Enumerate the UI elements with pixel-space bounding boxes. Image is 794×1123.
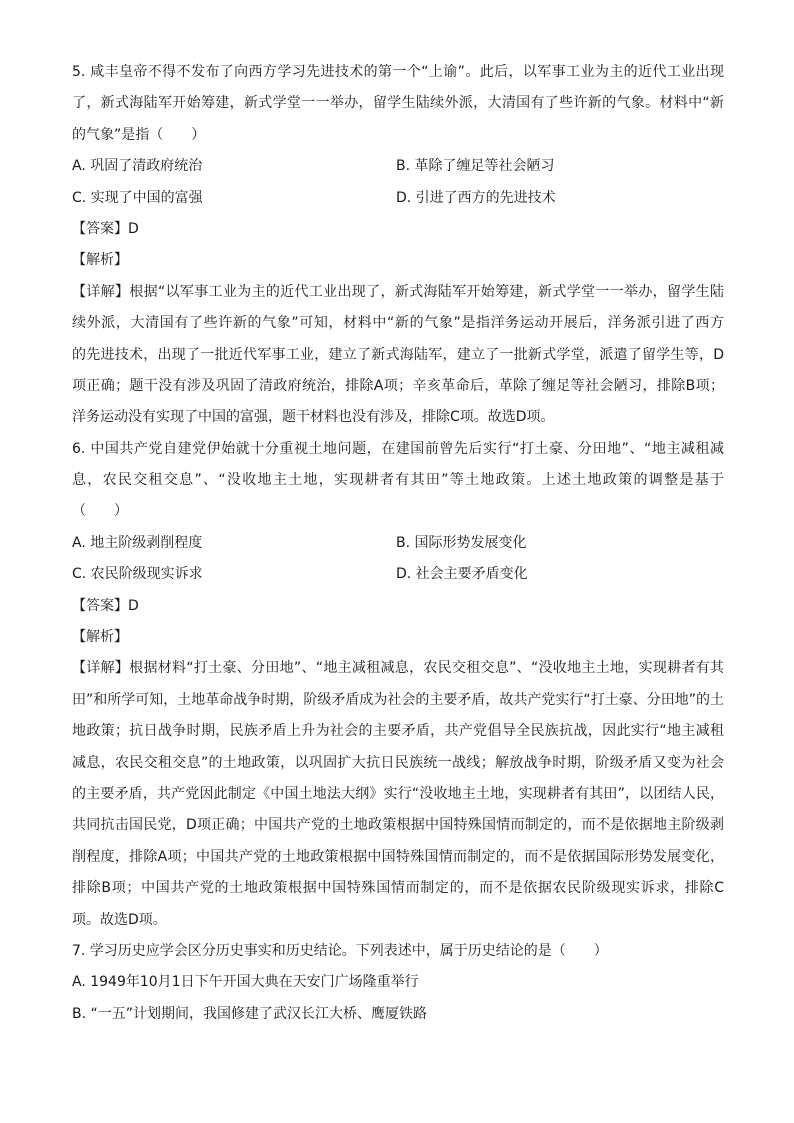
page-content	[72, 62, 724, 1035]
q5-detail-line-3: 的先进技术，出现了一批近代军事工业，建立了新式海陆军，建立了一批新式学堂，派遣了留学生等，D	[72, 346, 724, 363]
q5-option-d: D. 引进了西方的先进技术	[396, 189, 556, 206]
q6-option-c: C. 农民阶级现实诉求	[72, 566, 203, 583]
q5-options-row-1	[72, 156, 724, 176]
q6-option-b: B. 国际形势发展变化	[396, 534, 527, 551]
q6-detail-line-4: 减息，农民交租交息”的土地政策，以巩固扩大抗日民族统一战线；解放战争时期，阶级矛盾又变为社会	[72, 754, 724, 771]
q5-options-row-2	[72, 188, 724, 208]
q5-answer-value: D	[128, 220, 139, 237]
q6-options-row-2	[72, 564, 724, 584]
q6-option-a: A. 地主阶级剥削程度	[72, 534, 203, 551]
q6-detail-line-7: 削程度，排除A项；中国共产党的土地政策根据中国特殊国情而制定的，而不是依据国际形势发展变化，	[72, 848, 724, 865]
q5-answer-line	[72, 219, 724, 239]
q6-analysis-tag: 【解析】	[72, 629, 128, 646]
q6-answer-tag: 【答案】	[72, 597, 128, 614]
q5-stem-line-2: 了，新式海陆军开始筹建，新式学堂一一举办，留学生陆续外派，大清国有了些许新的气象。材料中“新	[72, 95, 724, 112]
q5-detail-line-5: 洋务运动没有实现了中国的富强，题干材料也没有涉及，排除C项。故选D项。	[72, 409, 555, 426]
q5-detail-line-2: 续外派，大清国有了些许新的气象”可知，材料中“新的气象”是指洋务运动开展后，洋务派引进了西方	[72, 315, 724, 332]
q6-detail-line-3: 地政策；抗日战争时期，民族矛盾上升为社会的主要矛盾，共产党倡导全民族抗战，因此实行“地主减租	[72, 723, 724, 740]
q6-detail-line-1	[72, 658, 724, 678]
q6-stem-line-2: 息，农民交租交息”、“没收地主土地，实现耕者有其田”等土地政策。上述土地政策的调整是基于	[72, 472, 724, 489]
q5-answer-tag: 【答案】	[72, 220, 128, 237]
q6-detail-line-5: 的主要矛盾，共产党因此制定《中国土地法大纲》实行“没收地主土地，实现耕者有其田”，以团结人民，	[72, 785, 724, 802]
q6-stem-line-1: 6. 中国共产党自建党伊始就十分重视土地问题，在建国前曾先后实行“打土豪、分田地”、“地主减租减	[72, 440, 724, 457]
q5-detail-tag: 【详解】	[72, 283, 130, 300]
q6-stem-line-3: （ ）	[72, 503, 128, 520]
q6-detail-text-1: 根据材料“打土豪、分田地”、“地主减租减息，农民交租交息”、“没收地主土地，实现耕者有其	[129, 660, 724, 677]
q7-stem-line-1: 7. 学习历史应学会区分历史事实和历史结论。下列表述中，属于历史结论的是（ ）	[72, 942, 608, 959]
q7-option-b: B. “一五”计划期间，我国修建了武汉长江大桥、鹰厦铁路	[72, 1005, 428, 1022]
q5-detail-text-1: 根据“以军事工业为主的近代工业出现了，新式海陆军开始筹建，新式学堂一一举办，留学生陆	[129, 283, 724, 300]
q7-option-a: A. 1949年10月1日下午开国大典在天安门广场隆重举行	[72, 974, 419, 991]
q6-answer-line	[72, 596, 724, 616]
q6-detail-line-9: 项。故选D项。	[72, 911, 167, 928]
q5-detail-line-4: 项正确；题干没有涉及巩固了清政府统治，排除A项；辛亥革命后，革除了缠足等社会陋习，排除B项；	[72, 377, 724, 394]
q6-detail-tag: 【详解】	[72, 660, 130, 677]
q6-detail-line-8: 排除B项；中国共产党的土地政策根据中国特殊国情而制定的，而不是依据农民阶级现实诉求，排除C	[72, 880, 724, 897]
q5-stem-line-3: 的气象”是指（ ）	[72, 126, 206, 143]
q6-option-d: D. 社会主要矛盾变化	[396, 566, 528, 583]
q5-option-b: B. 革除了缠足等社会陋习	[396, 158, 555, 175]
q6-detail-line-6: 共同抗击国民党，D项正确；中国共产党的土地政策根据中国特殊国情而制定的，而不是依据地主阶级剥	[72, 817, 724, 834]
q5-detail-line-1	[72, 282, 724, 302]
q5-stem-line-1: 5. 咸丰皇帝不得不发布了向西方学习先进技术的第一个“上谕”。此后，以军事工业为主的近代工业出现	[72, 64, 724, 80]
q6-answer-value: D	[128, 597, 139, 614]
q5-analysis-tag: 【解析】	[72, 252, 128, 269]
q6-options-row-1	[72, 533, 724, 553]
q5-option-c: C. 实现了中国的富强	[72, 189, 203, 206]
q5-option-a: A. 巩固了清政府统治	[72, 158, 203, 175]
q6-detail-line-2: 田”和所学可知，土地革命战争时期，阶级矛盾成为社会的主要矛盾，故共产党实行“打土豪、分田地”的土	[72, 691, 724, 708]
